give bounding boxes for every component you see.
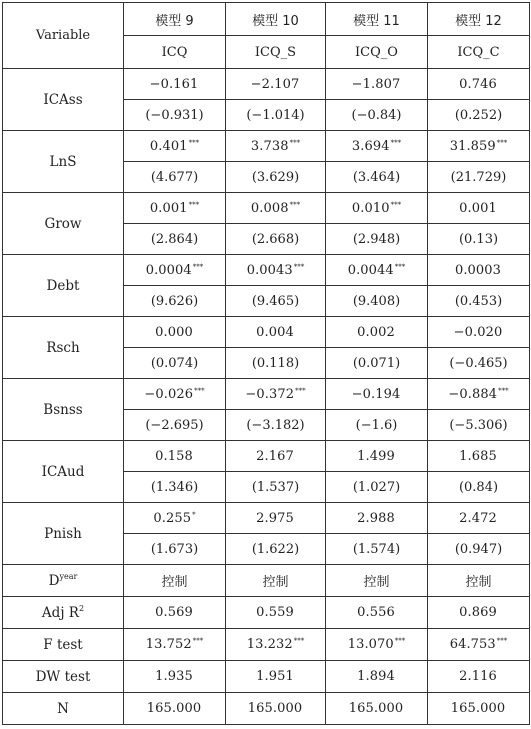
coef-cell-content [459, 201, 498, 216]
statistic-row [3, 661, 530, 693]
model-header-label: 模型 12 [455, 13, 502, 29]
statistic-cell-content [357, 669, 396, 684]
coef-cell [326, 255, 428, 286]
coef-cell [428, 255, 530, 286]
coef-cell [226, 503, 326, 534]
coef-cell-content [251, 139, 300, 154]
statistic-cell-content [256, 669, 295, 684]
statistic-cell-value: 1.951 [256, 669, 294, 684]
coef-cell-significance: *** [289, 200, 301, 209]
coef-cell-content [256, 511, 295, 526]
coef-cell [226, 255, 326, 286]
t-stat-cell [326, 224, 428, 255]
t-stat-cell [226, 472, 326, 503]
adj-r2-cell-content [155, 605, 194, 620]
statistic-cell-content [146, 637, 204, 652]
coef-cell-value: 0.158 [155, 448, 193, 464]
t-stat-value: (2.948) [352, 231, 401, 247]
coef-cell-content [454, 325, 504, 340]
coef-cell-value: 0.0003 [454, 262, 502, 278]
coef-cell-content [459, 449, 498, 464]
coef-cell-significance: *** [188, 138, 200, 147]
header-row-models [3, 3, 530, 36]
coef-cell-content [448, 387, 508, 402]
statistic-cell-significance: *** [394, 637, 406, 645]
model-header-label: 模型 11 [353, 13, 400, 29]
variable-name: LnS [49, 153, 77, 170]
statistic-cell [326, 661, 428, 693]
coef-cell-value: 2.472 [459, 510, 497, 526]
statistic-cell-value: 2.116 [459, 669, 497, 684]
coef-cell-value: −0.194 [351, 386, 401, 402]
statistic-cell-value: 165.000 [348, 701, 404, 716]
statistic-name-cell [3, 629, 124, 661]
t-stat-value: (0.252) [454, 107, 503, 123]
coef-row [3, 379, 530, 410]
adj-r2-cell [124, 597, 226, 629]
variable-name: Debt [46, 277, 80, 294]
statistic-cell [226, 661, 326, 693]
coef-cell-content [348, 263, 406, 278]
dependent-variable-header [326, 36, 428, 69]
control-cell [124, 565, 226, 597]
coef-row [3, 441, 530, 472]
t-stat-cell [124, 410, 226, 441]
coef-cell-content [352, 139, 401, 154]
t-stat-value: (−1.6) [355, 417, 398, 433]
statistic-cell-content [147, 701, 202, 716]
model-header [124, 3, 226, 36]
adj-r2-cell [428, 597, 530, 629]
statistic-cell-value: 1.894 [357, 669, 395, 684]
variable-header-label: Variable [35, 28, 91, 43]
coef-cell-value: 1.685 [459, 448, 497, 464]
t-stat-value: (2.668) [251, 231, 300, 247]
t-stat-value: (3.464) [352, 169, 401, 185]
coef-cell-content [251, 77, 301, 92]
variable-name: Pnish [44, 525, 82, 542]
coef-cell-value: 0.746 [459, 76, 497, 92]
coef-cell [226, 379, 326, 410]
statistic-cell [428, 661, 530, 693]
t-stat-value: (0.074) [150, 355, 199, 371]
t-stat-value: (−3.182) [246, 417, 305, 433]
t-stat-value: (9.626) [150, 293, 199, 309]
dependent-variable-label: ICQ_C [457, 44, 500, 60]
t-stat-value: (0.071) [352, 355, 401, 371]
variable-name: Bsnss [43, 401, 83, 418]
coef-cell [124, 379, 226, 410]
t-stat-cell [226, 286, 326, 317]
dependent-variable-header [124, 36, 226, 69]
coef-cell [326, 379, 428, 410]
t-stat-cell [124, 472, 226, 503]
coef-cell-value: 0.000 [155, 324, 193, 340]
dependent-variable-header [226, 36, 326, 69]
t-stat-cell [428, 472, 530, 503]
coef-row [3, 503, 530, 534]
adj-r2-cell-content [357, 605, 396, 620]
statistic-name-cell [3, 661, 124, 693]
coef-cell-content [352, 387, 402, 402]
coef-cell-content [357, 449, 396, 464]
coef-cell-value: 0.001 [459, 200, 497, 216]
control-label: 控制 [363, 575, 390, 590]
coef-cell-value: 0.001 [149, 200, 188, 216]
coef-cell [326, 317, 428, 348]
statistic-cell [124, 661, 226, 693]
coef-cell [428, 317, 530, 348]
control-label: 控制 [161, 575, 188, 590]
coef-cell-significance: * [192, 510, 196, 519]
t-stat-cell [124, 224, 226, 255]
statistic-cell-value: 13.752 [145, 637, 192, 652]
coef-cell-significance: *** [498, 386, 509, 395]
variable-name-cell [3, 317, 124, 379]
coef-cell-significance: *** [188, 200, 200, 209]
coef-cell [428, 131, 530, 162]
coef-cell [226, 69, 326, 100]
t-stat-value: (3.629) [251, 169, 300, 185]
variable-name: ICAud [41, 463, 85, 480]
adj-r2-cell [326, 597, 428, 629]
coef-cell [326, 131, 428, 162]
t-stat-cell [226, 410, 326, 441]
variable-name: Grow [44, 215, 82, 232]
coef-cell-content [247, 263, 305, 278]
coef-cell-value: 2.988 [357, 510, 395, 526]
coef-cell-value: 2.167 [256, 448, 294, 464]
control-label: 控制 [262, 575, 289, 590]
variable-name-cell [3, 69, 124, 131]
coef-cell [124, 503, 226, 534]
model-header [226, 3, 326, 36]
adj-r2-label [3, 597, 124, 629]
t-stat-value: (0.947) [454, 541, 503, 557]
coef-cell [226, 317, 326, 348]
coef-cell-value: −0.026 [144, 386, 194, 402]
t-stat-cell [326, 534, 428, 565]
statistic-cell-content [349, 701, 404, 716]
adj-r2-cell-value: 0.556 [357, 605, 395, 620]
t-stat-cell [326, 100, 428, 131]
t-stat-value: (1.537) [251, 479, 300, 495]
t-stat-value: (9.465) [251, 293, 300, 309]
coef-cell [428, 69, 530, 100]
coef-cell [226, 441, 326, 472]
statistic-cell [124, 629, 226, 661]
statistic-cell-content [247, 637, 305, 652]
model-header [326, 3, 428, 36]
dependent-variable-header [428, 36, 530, 69]
t-stat-cell [326, 162, 428, 193]
adj-r2-cell-content [459, 605, 498, 620]
statistic-cell-content [459, 669, 498, 684]
coef-cell-content [245, 387, 305, 402]
coef-cell-significance: *** [192, 262, 204, 271]
coef-cell-value: 0.401 [149, 138, 188, 154]
coef-cell-content [153, 511, 195, 526]
coef-cell-value: −2.107 [250, 76, 300, 92]
coef-cell-significance: *** [496, 138, 508, 147]
statistic-cell-value: 165.000 [247, 701, 303, 716]
statistic-cell-value: 13.070 [347, 637, 394, 652]
statistic-cell-value: 165.000 [450, 701, 506, 716]
adj-r2-cell-value: 0.569 [155, 605, 193, 620]
t-stat-cell [428, 348, 530, 379]
control-cell [326, 565, 428, 597]
coef-cell [226, 193, 326, 224]
variable-header [3, 3, 124, 69]
statistic-cell-content [348, 637, 406, 652]
t-stat-cell [226, 162, 326, 193]
coef-cell-content [256, 449, 295, 464]
coef-cell [428, 193, 530, 224]
statistic-row [3, 629, 530, 661]
statistic-cell-value: 64.753 [449, 637, 496, 652]
coef-cell [226, 131, 326, 162]
t-stat-value: (−5.306) [449, 417, 508, 433]
coef-cell [326, 503, 428, 534]
coef-cell-content [155, 325, 194, 340]
statistic-cell-content [450, 637, 508, 652]
coef-cell-value: 0.0043 [246, 262, 293, 278]
coef-cell [124, 255, 226, 286]
t-stat-cell [428, 100, 530, 131]
model-header [428, 3, 530, 36]
coef-cell [428, 503, 530, 534]
coef-cell-value: 0.0004 [145, 262, 192, 278]
t-stat-cell [124, 286, 226, 317]
dependent-variable-label: ICQ_O [355, 44, 398, 60]
coef-cell-content [150, 77, 200, 92]
model-header-label: 模型 10 [252, 13, 299, 29]
t-stat-cell [428, 224, 530, 255]
control-cell [428, 565, 530, 597]
year-effect-superscript: year [59, 572, 78, 581]
coef-row [3, 69, 530, 100]
coef-cell-content [450, 139, 508, 154]
t-stat-cell [226, 348, 326, 379]
t-stat-value: (−2.695) [145, 417, 204, 433]
coef-cell [428, 441, 530, 472]
regression-table [2, 2, 530, 725]
coef-cell-content [357, 325, 396, 340]
adj-r2-cell-content [256, 605, 295, 620]
coef-cell-content [352, 201, 401, 216]
coef-cell-significance: *** [293, 262, 305, 271]
t-stat-cell [226, 224, 326, 255]
coef-cell [124, 193, 226, 224]
variable-name: ICAss [43, 91, 83, 108]
statistic-cell-value: 165.000 [146, 701, 202, 716]
coef-cell-content [455, 263, 502, 278]
variable-name-cell [3, 503, 124, 565]
adj-r2-base: Adj R [41, 605, 79, 621]
t-stat-cell [124, 100, 226, 131]
statistic-cell-value: 1.935 [155, 669, 193, 684]
coef-cell-significance: *** [295, 386, 306, 395]
coef-cell [326, 193, 428, 224]
t-stat-value: (1.346) [150, 479, 199, 495]
t-stat-value: (1.574) [352, 541, 401, 557]
variable-name: Rsch [46, 339, 80, 356]
adj-r2-row [3, 597, 530, 629]
coef-cell-significance: *** [390, 200, 402, 209]
t-stat-value: (−0.931) [145, 107, 204, 123]
coef-cell-content [256, 325, 295, 340]
coef-cell-value: 0.255 [153, 510, 192, 526]
adj-r2-cell-value: 0.869 [459, 605, 497, 620]
statistic-cell-significance: *** [293, 637, 305, 645]
coef-cell-value: 3.694 [351, 138, 390, 154]
t-stat-cell [428, 534, 530, 565]
model-header-label: 模型 9 [155, 13, 194, 29]
t-stat-cell [226, 534, 326, 565]
statistic-cell [124, 693, 226, 725]
statistic-cell [326, 629, 428, 661]
statistic-cell-content [155, 669, 194, 684]
coef-cell-value: 0.010 [351, 200, 390, 216]
variable-name-cell [3, 441, 124, 503]
statistic-cell [226, 693, 326, 725]
t-stat-value: (1.622) [251, 541, 300, 557]
t-stat-value: (21.729) [450, 169, 507, 185]
coef-cell-value: 31.859 [449, 138, 496, 154]
statistic-row [3, 693, 530, 725]
coef-cell-content [150, 139, 199, 154]
year-effect-base: D [48, 573, 60, 589]
statistic-cell-content [451, 701, 506, 716]
coef-cell-value: 0.0044 [347, 262, 394, 278]
t-stat-value: (1.673) [150, 541, 199, 557]
t-stat-value: (−0.84) [351, 107, 402, 123]
coef-cell-value: −0.020 [453, 324, 503, 340]
coef-cell [124, 131, 226, 162]
t-stat-value: (0.118) [251, 355, 300, 371]
t-stat-cell [428, 286, 530, 317]
statistic-cell-content [248, 701, 303, 716]
dependent-variable-label: ICQ [161, 44, 188, 60]
t-stat-value: (4.677) [150, 169, 199, 185]
t-stat-cell [124, 162, 226, 193]
coef-cell [428, 379, 530, 410]
coef-cell-content [144, 387, 204, 402]
t-stat-cell [326, 472, 428, 503]
t-stat-value: (−0.465) [449, 355, 508, 371]
statistic-cell-value: 13.232 [246, 637, 293, 652]
coef-cell-value: −0.884 [448, 386, 498, 402]
t-stat-cell [428, 162, 530, 193]
variable-name-cell [3, 193, 124, 255]
statistic-name: N [57, 700, 69, 717]
t-stat-value: (0.453) [454, 293, 503, 309]
statistic-cell-significance: *** [192, 637, 204, 645]
regression-table-body [3, 3, 530, 725]
dependent-variable-label: ICQ_S [254, 44, 297, 60]
t-stat-value: (9.408) [352, 293, 401, 309]
t-stat-cell [326, 410, 428, 441]
variable-name-cell [3, 131, 124, 193]
coef-cell [124, 441, 226, 472]
coef-cell-content [155, 449, 194, 464]
coef-cell-value: 0.008 [250, 200, 289, 216]
coef-cell-significance: *** [194, 386, 205, 395]
variable-name-cell [3, 255, 124, 317]
coef-cell-content [352, 77, 402, 92]
adj-r2-cell [226, 597, 326, 629]
control-label: 控制 [465, 575, 492, 590]
statistic-cell [428, 629, 530, 661]
control-cell [226, 565, 326, 597]
coef-cell-value: 0.002 [357, 324, 395, 340]
coef-cell [124, 69, 226, 100]
coef-cell-value: −0.161 [149, 76, 199, 92]
coef-row [3, 131, 530, 162]
t-stat-cell [124, 534, 226, 565]
statistic-cell [326, 693, 428, 725]
year-effect-label [3, 565, 124, 597]
t-stat-cell [428, 410, 530, 441]
coef-cell-significance: *** [289, 138, 301, 147]
coef-cell-content [150, 201, 199, 216]
coef-cell-significance: *** [390, 138, 402, 147]
coef-cell-content [459, 77, 498, 92]
coef-cell-content [459, 511, 498, 526]
coef-cell-value: 1.499 [357, 448, 395, 464]
t-stat-value: (−1.014) [246, 107, 305, 123]
t-stat-value: (0.84) [458, 479, 499, 495]
coef-cell [124, 317, 226, 348]
statistic-name: DW test [35, 668, 91, 685]
statistic-name-cell [3, 693, 124, 725]
statistic-cell [226, 629, 326, 661]
adj-r2-superscript: 2 [78, 604, 85, 613]
t-stat-cell [226, 100, 326, 131]
t-stat-value: (0.13) [458, 231, 499, 247]
adj-r2-cell-value: 0.559 [256, 605, 294, 620]
t-stat-cell [124, 348, 226, 379]
t-stat-cell [326, 348, 428, 379]
coef-cell-value: 0.004 [256, 324, 294, 340]
statistic-name: F test [43, 636, 83, 653]
t-stat-value: (2.864) [150, 231, 199, 247]
coef-cell-value: 2.975 [256, 510, 294, 526]
coef-cell [326, 441, 428, 472]
coef-cell-content [146, 263, 204, 278]
coef-cell-content [251, 201, 300, 216]
coef-row [3, 255, 530, 286]
t-stat-cell [326, 286, 428, 317]
coef-row [3, 193, 530, 224]
year-effect-row [3, 565, 530, 597]
coef-cell-significance: *** [394, 262, 406, 271]
t-stat-value: (1.027) [352, 479, 401, 495]
statistic-cell-significance: *** [496, 637, 508, 645]
coef-cell-content [357, 511, 396, 526]
statistic-cell [428, 693, 530, 725]
coef-row [3, 317, 530, 348]
coef-cell-value: 3.738 [250, 138, 289, 154]
variable-name-cell [3, 379, 124, 441]
coef-cell-value: −1.807 [351, 76, 401, 92]
coef-cell-value: −0.372 [245, 386, 295, 402]
coef-cell [326, 69, 428, 100]
